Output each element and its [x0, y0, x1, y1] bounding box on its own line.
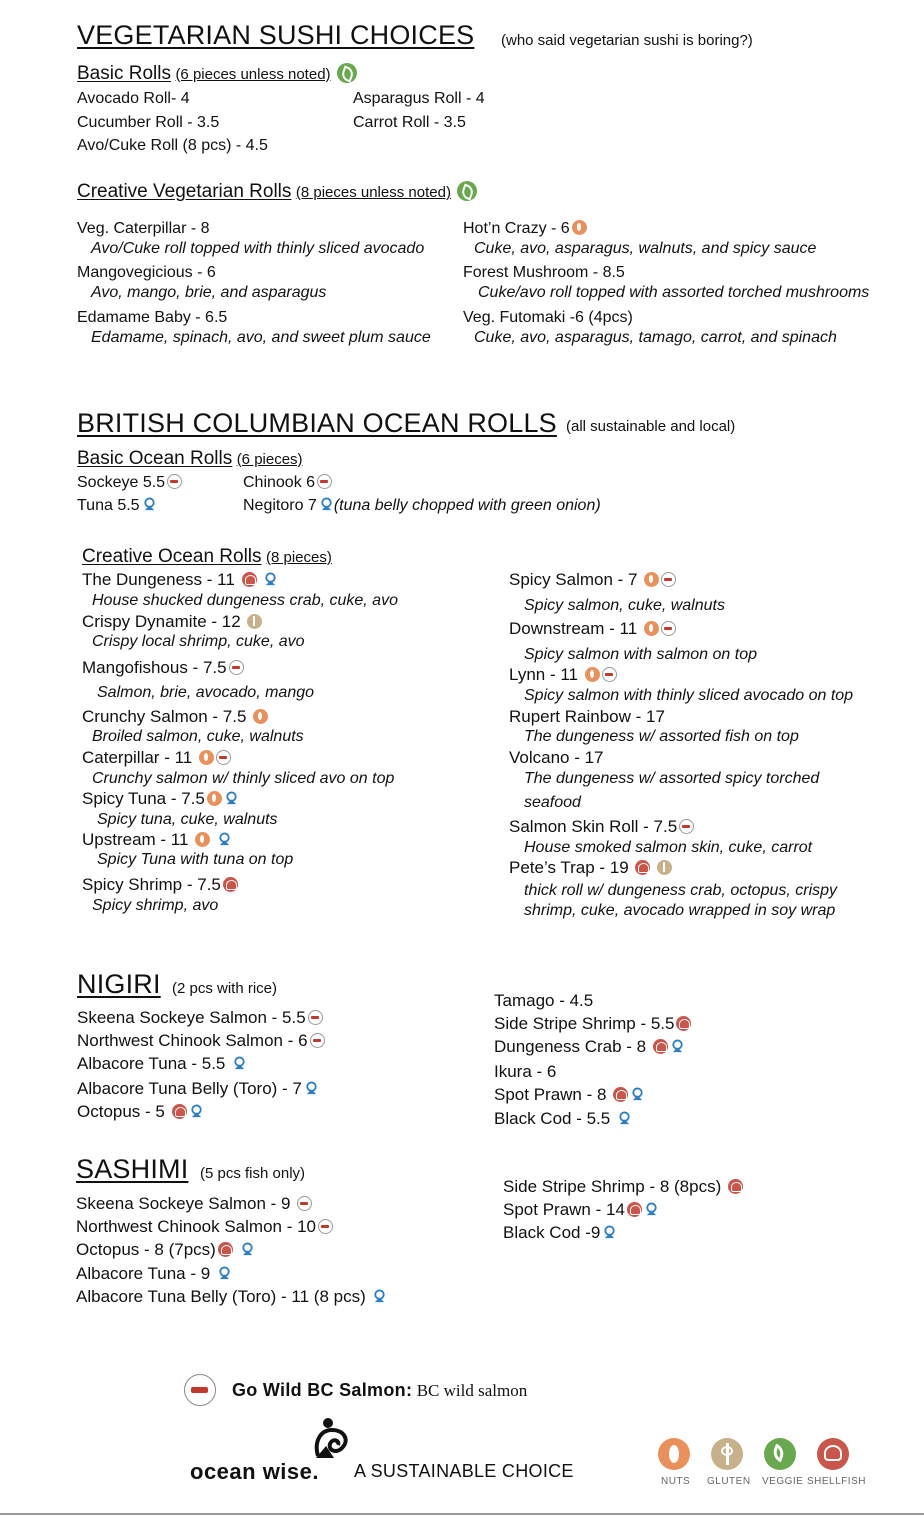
menu-item: [503, 1200, 659, 1220]
veg-basic-heading: [77, 63, 357, 85]
bc-basic-title: Basic Ocean Rolls: [77, 448, 233, 469]
menu-item: [82, 612, 262, 632]
menu-item-name: Spicy Tuna - 7.5: [82, 789, 205, 808]
bc-salmon-icon: [310, 1033, 325, 1048]
menu-item: [76, 1240, 255, 1260]
legend-label-shellfish: SHELLFISH: [807, 1476, 866, 1487]
menu-item-name: Pete’s Trap - 19: [509, 858, 629, 877]
menu-item-name: Albacore Tuna Belly (Toro) - 11 (8 pcs): [76, 1287, 366, 1306]
ocean-wise-icon: [217, 1266, 232, 1281]
menu-item-name: Upstream - 11: [82, 830, 189, 849]
menu-item: [77, 496, 157, 516]
menu-item: [509, 570, 676, 590]
menu-item-name: Side Stripe Shrimp - 8 (8pcs): [503, 1177, 722, 1196]
menu-item: [76, 1217, 333, 1237]
gluten-icon: [657, 860, 672, 875]
shellfish-icon: [223, 877, 238, 892]
nuts-icon: [253, 709, 268, 724]
menu-item: [76, 1287, 387, 1307]
menu-item: [82, 748, 231, 768]
menu-item-name: Black Cod -9: [503, 1223, 601, 1242]
nigiri-note: (2 pcs with rice): [172, 980, 278, 997]
ocean-wise-wordmark: ocean wise.: [190, 1459, 320, 1484]
menu-item-desc: Avo, mango, brie, and asparagus: [91, 284, 327, 301]
bc-basic-note: (6 pieces): [236, 451, 303, 468]
menu-item: [76, 1264, 232, 1284]
menu-item: Carrot Roll - 3.5: [353, 114, 466, 131]
nuts-icon: [658, 1438, 690, 1470]
menu-item: [82, 830, 232, 850]
shellfish-icon: [613, 1087, 628, 1102]
nigiri-title: NIGIRI: [77, 969, 161, 999]
go-wild-text: BC wild salmon: [416, 1381, 528, 1400]
nuts-icon: [644, 621, 659, 636]
shellfish-icon: [172, 1104, 187, 1119]
ocean-wise-icon: [240, 1242, 255, 1257]
ocean-wise-icon: [263, 572, 278, 587]
ocean-wise-icon: [189, 1104, 204, 1119]
menu-item: [76, 1194, 312, 1214]
shellfish-icon: [817, 1438, 849, 1470]
menu-item: [77, 1102, 204, 1122]
bc-salmon-icon: [679, 819, 694, 834]
menu-item: [509, 817, 694, 837]
menu-item: [503, 1177, 743, 1197]
veggie-icon: [337, 63, 357, 83]
menu-item: [509, 858, 672, 878]
menu-item: [77, 1008, 323, 1028]
veg-section-note: (who said vegetarian sushi is boring?): [501, 32, 753, 49]
menu-item-name: Lynn - 11: [509, 665, 578, 684]
menu-item-desc: House smoked salmon skin, cuke, carrot: [524, 839, 813, 856]
bc-salmon-icon: [229, 660, 244, 675]
bc-salmon-icon: [661, 621, 676, 636]
menu-item-name: Downstream - 11: [509, 619, 638, 638]
bc-salmon-icon: [317, 474, 332, 489]
menu-item-desc: Cuke, avo, asparagus, tamago, carrot, and spinach: [474, 329, 837, 346]
menu-item: [77, 1054, 247, 1074]
legend-label-gluten: GLUTEN: [707, 1476, 751, 1487]
menu-item: [77, 1031, 325, 1051]
menu-item-desc: Crispy local shrimp, cuke, avo: [92, 633, 305, 650]
bc-salmon-icon: [661, 572, 676, 587]
menu-item: [463, 219, 587, 239]
menu-item-name: Northwest Chinook Salmon - 6: [77, 1031, 308, 1050]
menu-item: [243, 496, 601, 516]
menu-item-name: Octopus - 8 (7pcs): [76, 1240, 216, 1259]
veg-basic-title: Basic Rolls: [77, 63, 171, 84]
menu-item: [82, 570, 278, 590]
shellfish-icon: [676, 1016, 691, 1031]
bc-salmon-icon: [297, 1196, 312, 1211]
menu-item: Cucumber Roll - 3.5: [77, 114, 220, 131]
bc-salmon-icon: [602, 667, 617, 682]
menu-item-name: Octopus - 5: [77, 1102, 165, 1121]
bc-section-note: (all sustainable and local): [566, 418, 736, 435]
menu-item-desc: seafood: [524, 794, 581, 811]
bc-salmon-icon: [167, 474, 182, 489]
bc-salmon-icon: [308, 1010, 323, 1025]
menu-item: Tamago - 4.5: [494, 991, 594, 1010]
ocean-wise-icon: [217, 832, 232, 847]
menu-item-name: Dungeness Crab - 8: [494, 1037, 647, 1056]
nuts-icon: [195, 832, 210, 847]
shellfish-icon: [728, 1179, 743, 1194]
menu-item: Edamame Baby - 6.5: [77, 309, 228, 326]
ocean-wise-icon: [304, 1081, 319, 1096]
menu-item: [494, 1085, 645, 1105]
veg-section-title: VEGETARIAN SUSHI CHOICES: [77, 20, 475, 50]
menu-item: [243, 473, 332, 493]
menu-item-desc: shrimp, cuke, avocado wrapped in soy wrap: [524, 902, 836, 919]
shellfish-icon: [242, 572, 257, 587]
shellfish-icon: [627, 1202, 642, 1217]
ocean-wise-icon: [319, 497, 334, 512]
menu-item-name: Skeena Sockeye Salmon - 9: [76, 1194, 291, 1213]
menu-item: Avocado Roll- 4: [77, 90, 190, 107]
shellfish-icon: [653, 1039, 668, 1054]
menu-item-name: Skeena Sockeye Salmon - 5.5: [77, 1008, 306, 1027]
shellfish-icon: [635, 860, 650, 875]
menu-item-name: Caterpillar - 11: [82, 748, 193, 767]
ocean-wise-icon: [142, 497, 157, 512]
menu-item-name: Albacore Tuna Belly (Toro) - 7: [77, 1079, 302, 1098]
bc-creative-note: (8 pieces): [265, 549, 332, 566]
menu-item-name: Hot’n Crazy - 6: [463, 220, 570, 237]
nuts-icon: [207, 791, 222, 806]
menu-item-name: Spot Prawn - 8: [494, 1085, 607, 1104]
ocean-wise-icon: [670, 1039, 685, 1054]
menu-item: Volcano - 17: [509, 748, 604, 767]
menu-item-desc: Spicy salmon with thinly sliced avocado on top: [524, 687, 854, 704]
menu-item-desc: Cuke, avo, asparagus, walnuts, and spicy sauce: [474, 240, 817, 257]
menu-item-name: Salmon Skin Roll - 7.5: [509, 817, 678, 836]
veg-creative-note: (8 pieces unless noted): [295, 184, 451, 201]
menu-item-name: Albacore Tuna - 9: [76, 1264, 211, 1283]
menu-item-name: Black Cod - 5.5: [494, 1109, 611, 1128]
menu-item-desc: Cuke/avo roll topped with assorted torched mushrooms: [478, 284, 870, 301]
menu-item-desc: Spicy salmon, cuke, walnuts: [524, 597, 725, 614]
menu-item-name: Sockeye 5.5: [77, 474, 166, 491]
bc-basic-heading: [77, 448, 303, 470]
menu-item-desc: thick roll w/ dungeness crab, octopus, crispy: [524, 882, 838, 899]
gluten-icon: [247, 614, 262, 629]
go-wild-bc-salmon-logo-icon: [184, 1374, 216, 1406]
menu-item: Avo/Cuke Roll (8 pcs) - 4.5: [77, 137, 268, 154]
menu-item: [82, 707, 268, 727]
menu-item-desc: Spicy Tuna with tuna on top: [97, 851, 294, 868]
menu-item-name: Mangofishous - 7.5: [82, 658, 227, 677]
sustainable-choice-text: A SUSTAINABLE CHOICE: [354, 1461, 574, 1481]
go-wild-legend: [232, 1380, 527, 1401]
menu-item-desc: (tuna belly chopped with green onion): [333, 497, 601, 514]
menu-item-desc: The dungeness w/ assorted fish on top: [524, 728, 799, 745]
menu-item-desc: Broiled salmon, cuke, walnuts: [92, 728, 304, 745]
menu-item: Forest Mushroom - 8.5: [463, 264, 625, 281]
menu-item: [82, 658, 244, 678]
menu-item: [509, 619, 676, 639]
nuts-icon: [572, 220, 587, 235]
menu-item-desc: Edamame, spinach, avo, and sweet plum sauce: [91, 329, 431, 346]
ocean-wise-icon: [630, 1087, 645, 1102]
menu-item-name: Albacore Tuna - 5.5: [77, 1054, 226, 1073]
menu-item: [503, 1223, 617, 1243]
bc-section-title: BRITISH COLUMBIAN OCEAN ROLLS: [77, 408, 557, 438]
nuts-icon: [585, 667, 600, 682]
menu-item-desc: Spicy shrimp, avo: [92, 897, 219, 914]
menu-item: Asparagus Roll - 4: [353, 90, 485, 107]
menu-item-desc: House shucked dungeness crab, cuke, avo: [92, 592, 398, 609]
ocean-wise-icon: [232, 1056, 247, 1071]
menu-item-desc: Crunchy salmon w/ thinly sliced avo on top: [92, 770, 395, 787]
menu-item-name: The Dungeness - 11: [82, 570, 235, 589]
bc-creative-title: Creative Ocean Rolls: [82, 546, 262, 567]
legend-label-veggie: VEGGIE: [762, 1476, 804, 1487]
menu-item-desc: Salmon, brie, avocado, mango: [97, 684, 315, 701]
bc-salmon-icon: [318, 1219, 333, 1234]
menu-item-name: Spicy Shrimp - 7.5: [82, 875, 221, 894]
menu-item: Ikura - 6: [494, 1062, 557, 1081]
veg-creative-heading: [77, 181, 477, 203]
menu-item: Veg. Caterpillar - 8: [77, 220, 210, 237]
ocean-wise-icon: [602, 1225, 617, 1240]
menu-item-desc: The dungeness w/ assorted spicy torched: [524, 770, 820, 787]
menu-item: Veg. Futomaki -6 (4pcs): [463, 309, 633, 326]
nuts-icon: [644, 572, 659, 587]
menu-item-name: Chinook 6: [243, 474, 316, 491]
menu-item-name: Spot Prawn - 14: [503, 1200, 625, 1219]
gluten-icon: [711, 1438, 743, 1470]
menu-item: [494, 1037, 685, 1057]
ocean-wise-icon: [617, 1111, 632, 1126]
menu-item: Mangovegicious - 6: [77, 264, 216, 281]
bottom-divider: [0, 1513, 924, 1515]
menu-item-desc: Spicy tuna, cuke, walnuts: [97, 811, 278, 828]
sashimi-title: SASHIMI: [76, 1154, 189, 1184]
menu-item: Rupert Rainbow - 17: [509, 707, 665, 726]
menu-item-name: Side Stripe Shrimp - 5.5: [494, 1014, 675, 1033]
ocean-wise-logo-icon: [310, 1416, 354, 1462]
menu-item: [82, 789, 239, 809]
menu-item: [77, 1079, 319, 1099]
menu-item: [509, 665, 617, 685]
go-wild-label: Go Wild BC Salmon:: [232, 1380, 413, 1400]
veggie-icon: [457, 181, 477, 201]
menu-item: [494, 1014, 691, 1034]
menu-item-name: Crunchy Salmon - 7.5: [82, 707, 247, 726]
menu-item: [77, 473, 182, 493]
menu-item: [82, 875, 238, 895]
menu-item-desc: Avo/Cuke roll topped with thinly sliced avocado: [91, 240, 425, 257]
bc-creative-heading: [82, 546, 332, 568]
sashimi-note: (5 pcs fish only): [200, 1165, 306, 1182]
ocean-wise-icon: [224, 791, 239, 806]
menu-item-name: Negitoro 7: [243, 497, 317, 514]
veg-basic-note: (6 pieces unless noted): [175, 66, 331, 83]
menu-item-name: Northwest Chinook Salmon - 10: [76, 1217, 317, 1236]
veggie-icon: [764, 1438, 796, 1470]
legend-label-nuts: NUTS: [661, 1476, 691, 1487]
ocean-wise-icon: [644, 1202, 659, 1217]
bc-salmon-icon: [216, 750, 231, 765]
nuts-icon: [199, 750, 214, 765]
shellfish-icon: [218, 1242, 233, 1257]
menu-item-name: Tuna 5.5: [77, 497, 140, 514]
veg-creative-title: Creative Vegetarian Rolls: [77, 181, 292, 202]
menu-item-name: Crispy Dynamite - 12: [82, 612, 241, 631]
menu-item: [494, 1109, 632, 1129]
ocean-wise-icon: [372, 1289, 387, 1304]
menu-item-name: Spicy Salmon - 7: [509, 570, 638, 589]
menu-item-desc: Spicy salmon with salmon on top: [524, 646, 757, 663]
